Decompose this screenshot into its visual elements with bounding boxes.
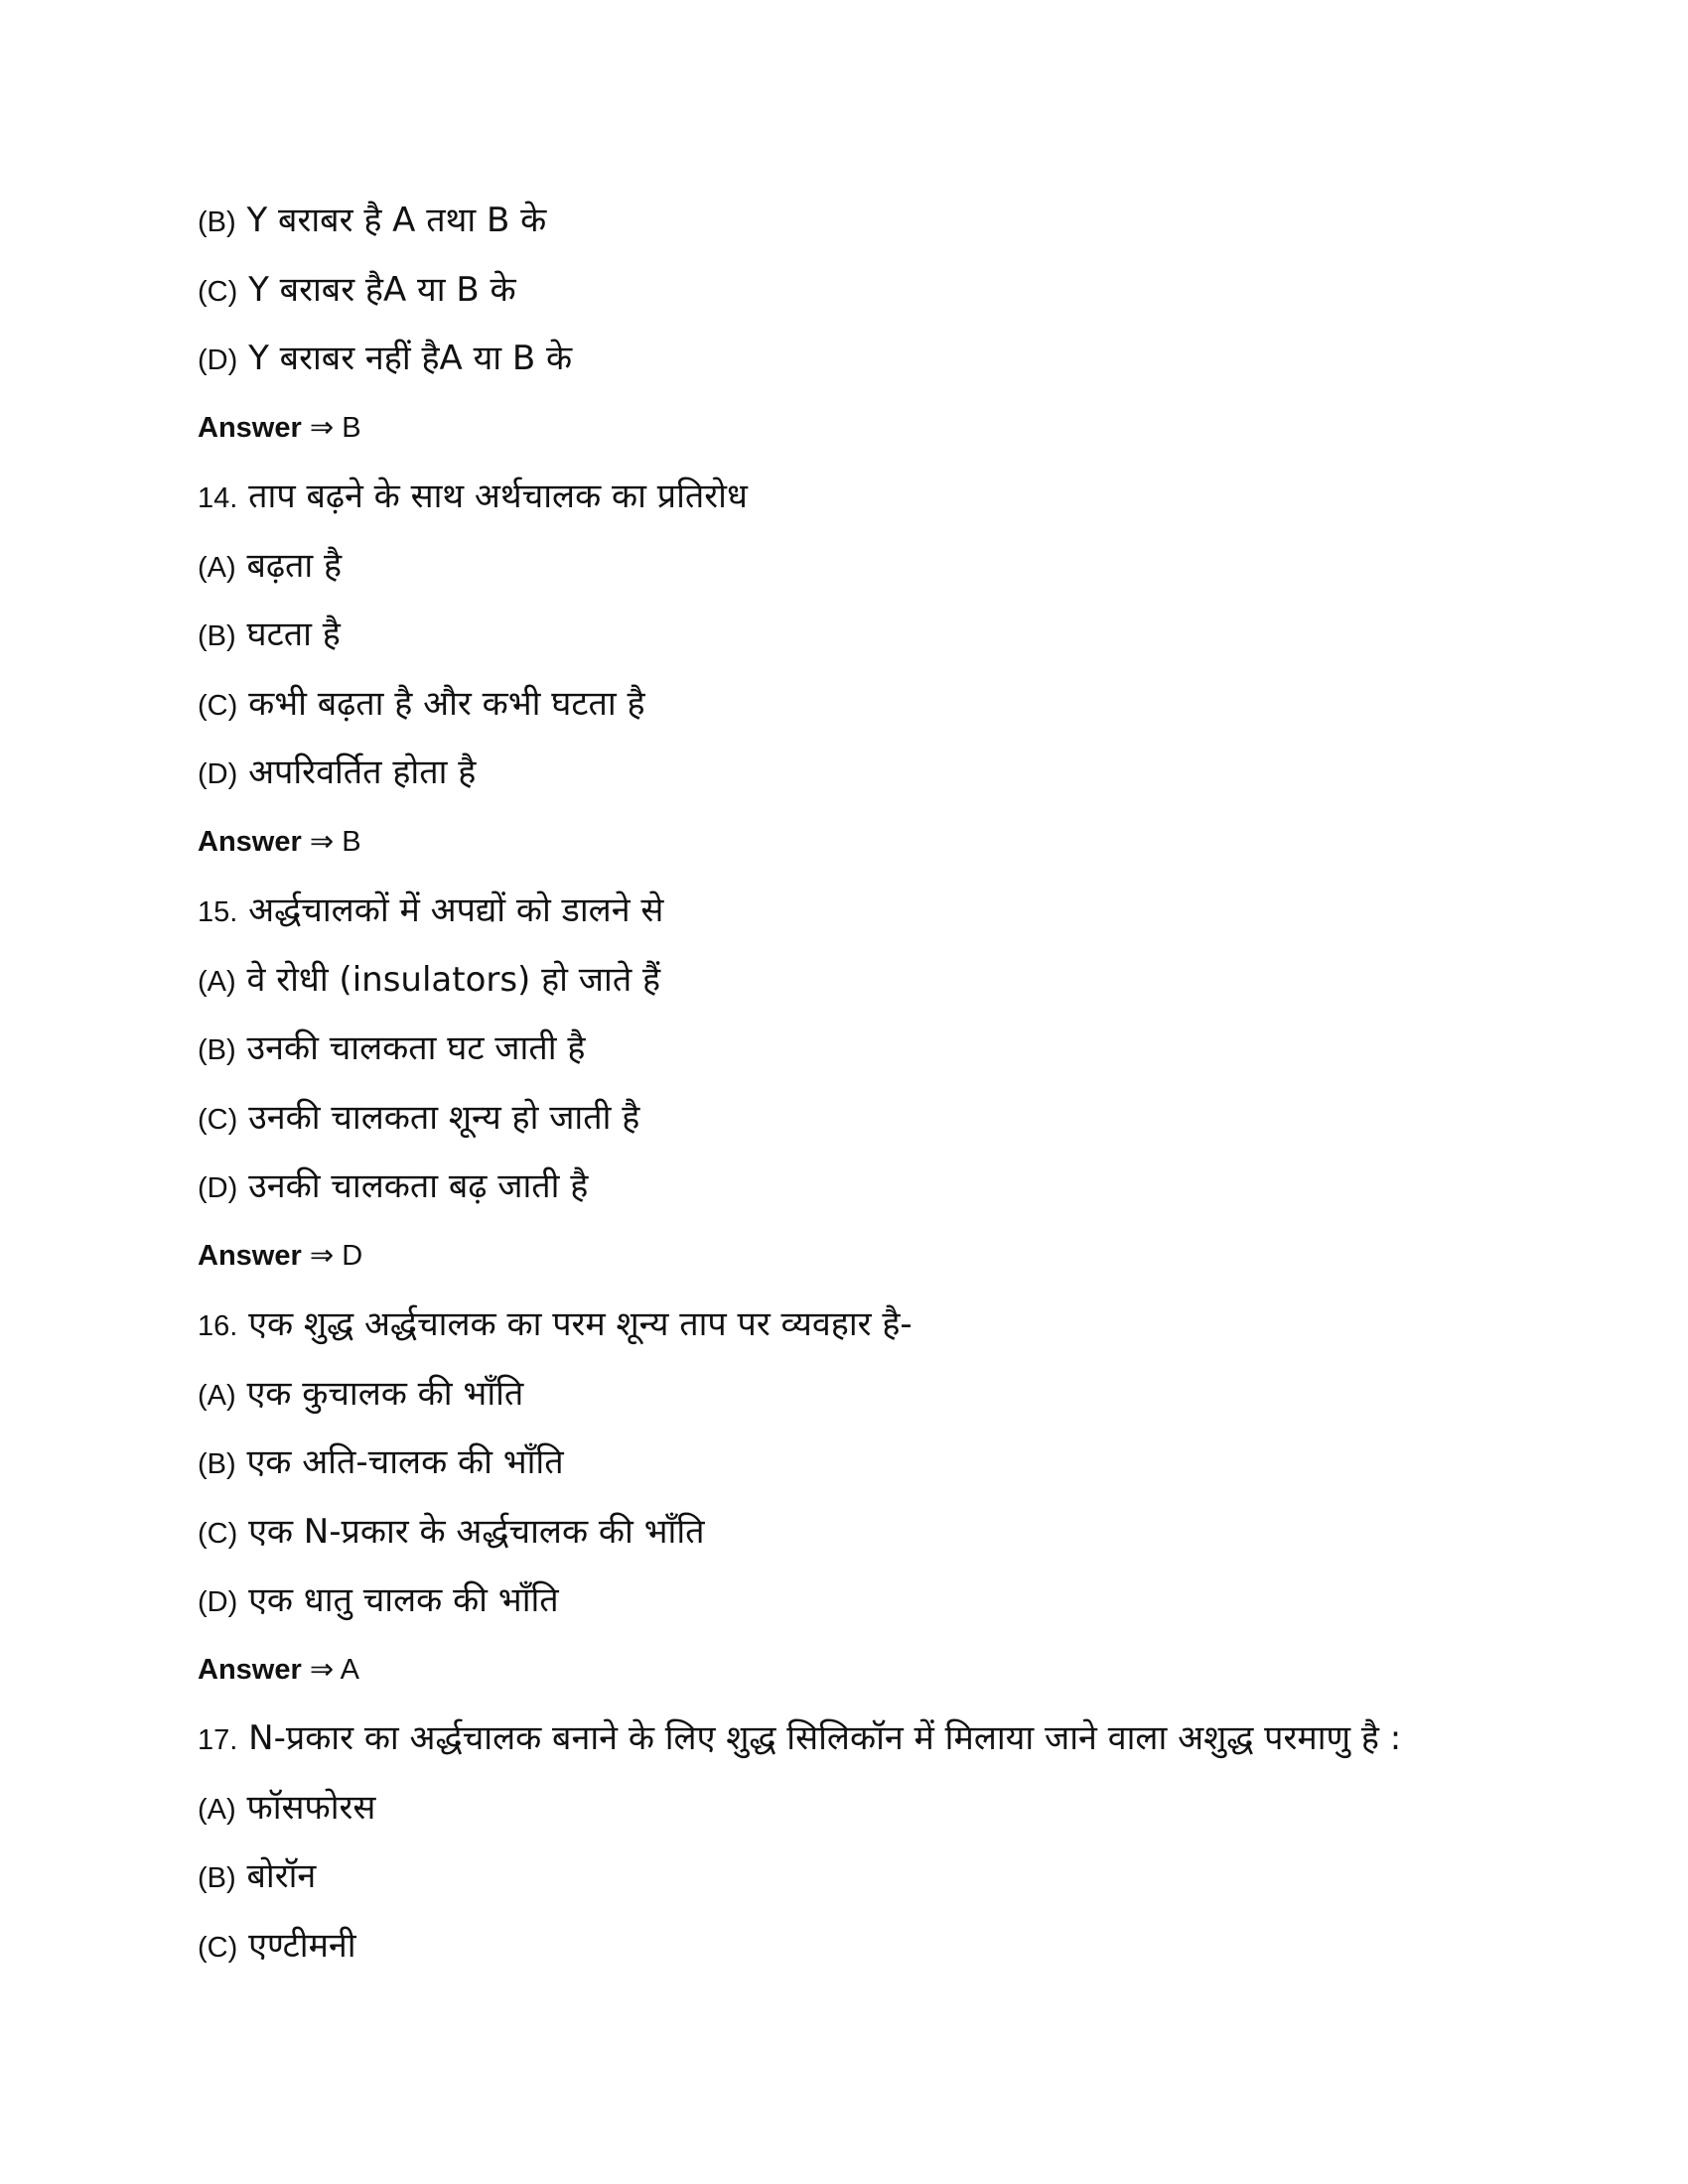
option-text: एण्टीमनी xyxy=(248,1925,356,1966)
option-text: फॉसफोरस xyxy=(246,1787,376,1828)
question-17: 17. N-प्रकार का अर्द्धचालक बनाने के लिए शुद्ध सिलिकॉन में मिलाया जाने वाला अशुद्ध परमाणु है : xyxy=(198,1718,1402,1758)
option-text: एक N-प्रकार के अर्द्धचालक की भाँति xyxy=(248,1511,705,1552)
option-b-line: (B) Y बराबर है A तथा B के xyxy=(198,201,547,240)
option-text: Y बराबर है A तथा B के xyxy=(246,201,547,240)
question-text: एक शुद्ध अर्द्धचालक का परम शून्य ताप पर व्यवहार है- xyxy=(248,1304,913,1344)
option-text: उनकी चालकता घट जाती है xyxy=(246,1028,586,1068)
option-b-line: (B) घटता है xyxy=(198,614,341,654)
option-text: Y बराबर हैA या B के xyxy=(248,269,516,310)
option-text: Y बराबर नहीं हैA या B के xyxy=(248,339,573,378)
option-d-line: (D) Y बराबर नहीं हैA या B के xyxy=(198,339,573,378)
option-a-line: (A) वे रोधी (insulators) हो जाते हैं xyxy=(198,959,661,1000)
answer-value: B xyxy=(342,825,361,858)
option-text: एक अति-चालक की भाँति xyxy=(246,1442,564,1482)
arrow-icon: ⇒ xyxy=(309,825,335,858)
question-list xyxy=(198,193,1488,1986)
option-text: उनकी चालकता शून्य हो जाती है xyxy=(248,1097,640,1138)
option-c-line: (C) कभी बढ़ता है और कभी घटता है xyxy=(198,683,645,724)
answer-key: Answer xyxy=(198,1653,302,1686)
question-text: अर्द्धचालकों में अपद्यों को डालने से xyxy=(248,890,664,930)
option-d-line: (D) उनकी चालकता बढ़ जाती है xyxy=(198,1166,589,1206)
option-b-line: (B) एक अति-चालक की भाँति xyxy=(198,1442,564,1482)
option-text: एक कुचालक की भाँति xyxy=(246,1373,524,1414)
answer-value: D xyxy=(342,1239,363,1272)
option-c-line: (C) एक N-प्रकार के अर्द्धचालक की भाँति xyxy=(198,1511,705,1552)
answer-line xyxy=(198,1228,1488,1297)
answer-key: Answer xyxy=(198,411,302,444)
option-text: वे रोधी (insulators) हो जाते हैं xyxy=(246,959,661,1000)
answer-value: A xyxy=(340,1653,359,1686)
option-a-line: (A) एक कुचालक की भाँति xyxy=(198,1373,524,1414)
option-text: एक धातु चालक की भाँति xyxy=(248,1580,559,1620)
arrow-icon: ⇒ xyxy=(309,1653,335,1686)
option-d-line: (D) अपरिवर्तित होता है xyxy=(198,752,477,792)
question-15: 15. अर्द्धचालकों में अपद्यों को डालने से xyxy=(198,890,664,930)
option-text: उनकी चालकता बढ़ जाती है xyxy=(248,1166,589,1206)
question-text: ताप बढ़ने के साथ अर्थचालक का प्रतिरोध xyxy=(248,477,748,516)
option-b-line: (B) उनकी चालकता घट जाती है xyxy=(198,1028,586,1068)
answer-line xyxy=(198,1642,1488,1711)
option-text: बोरॉन xyxy=(246,1856,317,1896)
option-c-line: (C) उनकी चालकता शून्य हो जाती है xyxy=(198,1097,640,1138)
option-c-line: (C) Y बराबर हैA या B के xyxy=(198,269,516,310)
arrow-icon: ⇒ xyxy=(309,411,335,444)
option-text: बढ़ता है xyxy=(246,545,343,586)
option-text: घटता है xyxy=(246,614,341,654)
answer-key: Answer xyxy=(198,1239,302,1272)
option-text: कभी बढ़ता है और कभी घटता है xyxy=(248,683,645,724)
option-a-line: (A) बढ़ता है xyxy=(198,545,343,586)
option-d-line: (D) एक धातु चालक की भाँति xyxy=(198,1580,559,1620)
question-14: 14. ताप बढ़ने के साथ अर्थचालक का प्रतिरोध xyxy=(198,477,748,516)
option-c-line: (C) एण्टीमनी xyxy=(198,1925,356,1966)
answer-line xyxy=(198,400,1488,470)
answer-line xyxy=(198,814,1488,884)
question-text: N-प्रकार का अर्द्धचालक बनाने के लिए शुद्ध सिलिकॉन में मिलाया जाने वाला अशुद्ध परमाणु है : xyxy=(248,1718,1402,1758)
option-text: अपरिवर्तित होता है xyxy=(248,752,477,792)
option-b-line: (B) बोरॉन xyxy=(198,1856,317,1896)
arrow-icon: ⇒ xyxy=(309,1239,335,1272)
answer-key: Answer xyxy=(198,825,302,858)
option-a-line: (A) फॉसफोरस xyxy=(198,1787,376,1828)
answer-value: B xyxy=(342,411,361,444)
question-16: 16. एक शुद्ध अर्द्धचालक का परम शून्य ताप पर व्यवहार है- xyxy=(198,1304,913,1344)
